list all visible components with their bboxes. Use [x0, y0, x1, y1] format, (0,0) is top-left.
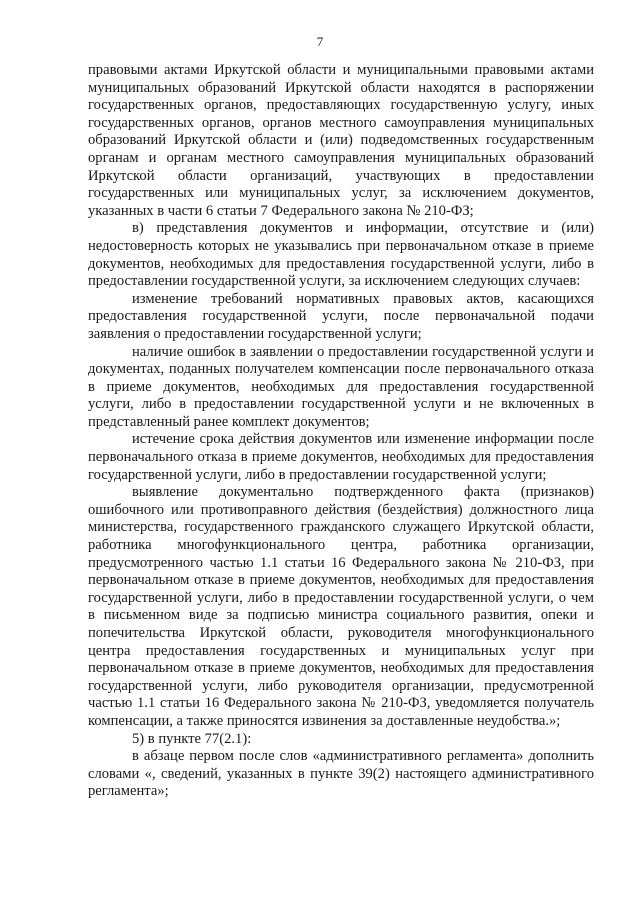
- page-number: 7: [316, 34, 324, 49]
- paragraph: наличие ошибок в заявлении о предоставлении государственной услуги и документах, поданных получателем компенсации после первоначального отказа в приеме документов, необходимых для предоставления государственной услуги, либо в предоставлении государственной услуги и не включенных в представленный ранее комплект документов;: [88, 343, 594, 430]
- paragraph: в абзаце первом после слов «административного регламента» дополнить словами «, сведений, указанных в пункте 39(2) настоящего административного регламента»;: [88, 748, 594, 800]
- paragraph: выявление документально подтвержденного факта (признаков) ошибочного или противоправного действия (бездействия) должностного лица министерства, государственного гражданского служащего Иркутской области, работника многофункционального центра, работника организации, предусмотренного частью 1.1 статьи 16 Федерального закона № 210-ФЗ, при первоначальном отказе в приеме документов, необходимых для предоставления государственной услуги, либо в предоставлении государственной услуги, о чем в письменном виде за подписью министра социального развития, опеки и попечительства Иркутской области, руководителя многофункционального центра предоставления государственных и муниципальных услуг при первоначальном отказе в приеме документов, необходимых для предоставления государственной услуги, либо руководителя организации, предусмотренной частью 1.1 статьи 16 Федерального закона № 210-ФЗ, уведомляется получатель компенсации, а также приносятся извинения за доставленные неудобства.»;: [88, 484, 594, 729]
- paragraph: в) представления документов и информации, отсутствие и (или) недостоверность которых не указывались при первоначальном отказе в приеме документов, необходимых для предоставления государственной услуги, либо в предоставлении государственной услуги, за исключением следующих случаев:: [88, 220, 594, 290]
- paragraph: 5) в пункте 77(2.1):: [132, 730, 252, 747]
- paragraph: правовыми актами Иркутской области и муниципальными правовыми актами муниципальных образований Иркутской области находятся в распоряжении государственных органов, предоставляющих государственную услугу, иных государственных органов, органов местного самоуправления муниципальных образований Иркутской области и (или) подведомственных государственным органам и органам местного самоуправления муниципальных образований Иркутской области организаций, участвующих в предоставлении государственных или муниципальных услуг, за исключением документов, указанных в части 6 статьи 7 Федерального закона № 210-ФЗ;: [88, 62, 594, 219]
- paragraph: истечение срока действия документов или изменение информации после первоначального отказа в приеме документов, необходимых для предоставления государственной услуги, либо в предоставлении государственной услуги;: [88, 431, 594, 483]
- paragraph: изменение требований нормативных правовых актов, касающихся предоставления государственной услуги, после первоначальной подачи заявления о предоставлении государственной услуги;: [88, 290, 594, 342]
- document-body: [88, 62, 594, 801]
